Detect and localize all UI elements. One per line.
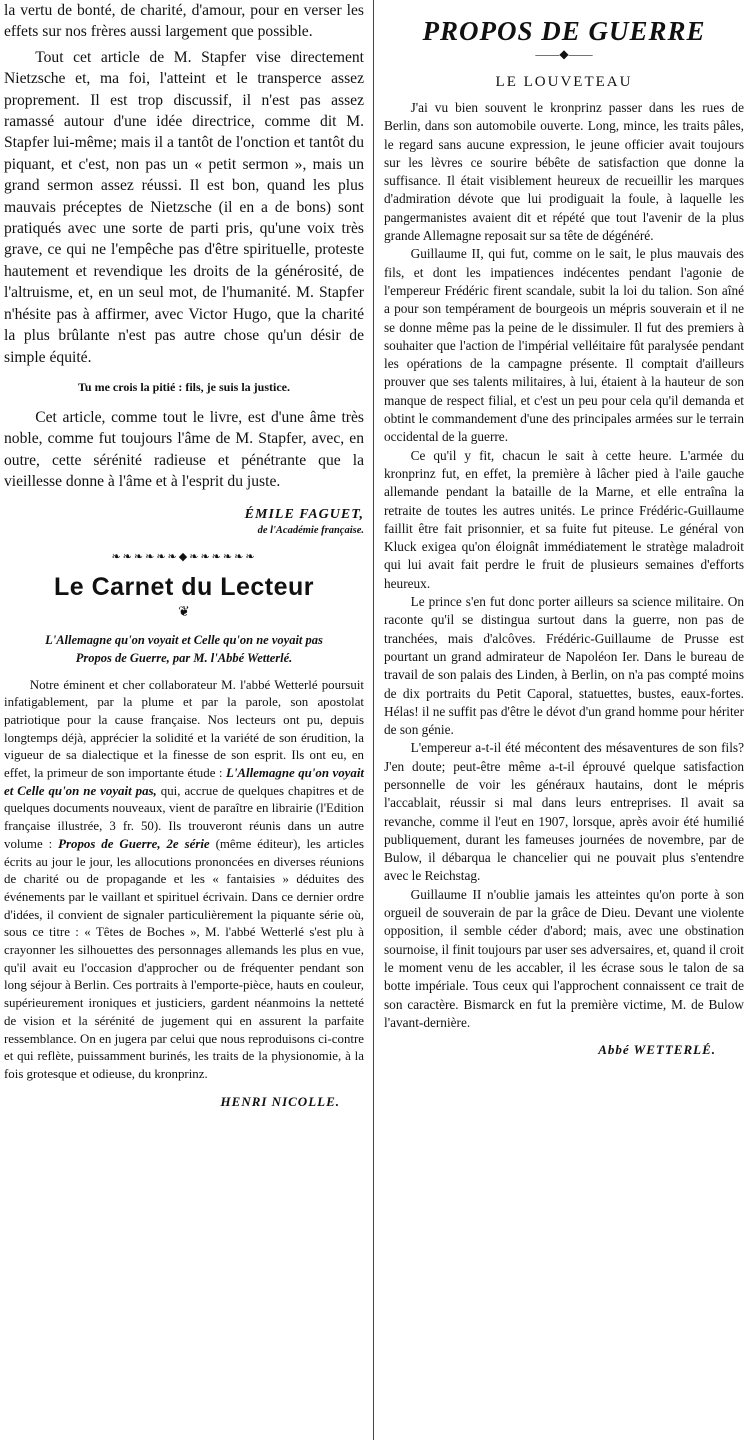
column-divider bbox=[373, 0, 374, 1440]
article-heading: PROPOS DE GUERRE bbox=[422, 16, 706, 46]
paragraph-stapfer: Tout cet article de M. Stapfer vise directement Nietzsche et, ma foi, l'atteint et le transperce assez proprement. Il est trop discussif, il n'est pas assez ramassé autour d'une idée directrice, comme dit M. Stapfer lui-même; mais il a tantôt de l'onction et tantôt du piquant, et c'est, non pas un « petit sermon », mais un grand sermon assez réussi. Il est bon, quand les plus mauvais préceptes de Nietzsche (il en a de bons) sont pratiqués avec une sorte de parti pris, qu'une voix très grave, ce qui ne l'empêche pas d'être spirituelle, proteste hautement et revendique les droits de la générosité, de l'altruisme, et, en un seul mot, de l'humanité. M. Stapfer n'hésite pas à affirmer, avec Victor Hugo, que la charité la plus brûlante n'est pas autre chose qu'un désir de simple équité. bbox=[4, 48, 364, 366]
article-paragraph: Le prince s'en fut donc porter ailleurs sa science militaire. On raconte qu'il se distingua surtout dans la guerre, non pas de tranchées, mais d'alcôves. Frédéric-Guillaume de Prusse est pourtant un grand admirateur de Napoléon Ier. Dans le bureau de travail de son palais des Linden, à Berlin, on n'a pas compté moins de dix portraits du Petit Caporal, statuettes, bustes, eaux-fortes. Hélas! il ne suffit pas d'être le dévot d'un grand homme pour hériter de son génie. bbox=[384, 594, 744, 738]
epigraph: Tu me crois la pitié : fils, je suis la justice. bbox=[78, 379, 290, 394]
article-paragraph: Ce qu'il y fit, chacun le sait à cette heure. L'armée du kronprinz fut, en effet, la première à lâcher pied à l'aile gauche allemande pendant la bataille de la Marne, et elle entraîna la retraite de toutes les autres unités. Le prince Frédéric-Guillaume faillit être fait prisonnier, et sa fuite fut piteuse. Le général von Kluck exigea qu'on éloignât immédiatement le stratège maladroit qui lui avait fait perdre le fruit de plusieurs semaines d'efforts heureux. bbox=[384, 447, 744, 591]
rubric-title: Le Carnet du Lecteur bbox=[53, 572, 315, 601]
article-paragraph: Guillaume II n'oublie jamais les atteintes qu'on porte à son orgueil de souverain de par la grâce de Dieu. Devant une violente opposition, il semble céder d'abord; mais, avec une obstination sournoise, il finit toujours par user ses adversaires, et, quand il croit le moment venu de les accabler, il les écrase sous le talon de sa botte impériale. Tous ceux qui l'approchent connaissent ce trait de son caractère. Bismarck en fut la première victime, M. de Bulow l'avant-dernière. bbox=[384, 886, 744, 1030]
book-title-line2: Propos de Guerre, par M. l'Abbé Wetterlé. bbox=[75, 650, 293, 665]
review-signature: HENRI NICOLLE. bbox=[220, 1093, 340, 1109]
paragraph-conclusion: Cet article, comme tout le livre, est d'une âme très noble, comme fut toujours l'âme de M. Stapfer, avec, en outre, cette sérénité radieuse et pénétrante que la vieillesse donne à l'âme et à l'esprit du juste. bbox=[4, 408, 364, 491]
author-affiliation: de l'Académie française. bbox=[257, 524, 364, 536]
left-column bbox=[4, 0, 364, 1110]
heading-ornament: ——◆—— bbox=[535, 47, 593, 61]
article-signature: Abbé WETTERLÉ. bbox=[598, 1042, 716, 1058]
article-paragraph: Guillaume II, qui fut, comme on le sait, le plus mauvais des fils, et dont les impatiences indécentes pendant l'agonie de l'empereur Frédéric firent scandale, subit la loi du talion. Son aîné a pour son tempérament de bourgeois un mépris souverain et il ne se donne même pas la peine de le dissimuler. Il fut des premiers à souhaiter que l'action de l'impérial velléitaire fût paralysée pendant les opérations de la campagne présente. Il comptait d'ailleurs prouver que ses talents militaires, à lui, étaient à la hauteur de son manque de respect filial, et c'est un peu pour cela qu'il demanda et obtint le commandement d'une des principales armées sur le terrain occidental de la guerre. bbox=[384, 246, 744, 445]
review-paragraph bbox=[4, 677, 364, 1084]
article-paragraph: L'empereur a-t-il été mécontent des mésaventures de son fils? J'en doute; peut-être même a-t-il éprouvé quelque satisfaction personnelle de voir les généraux hautains, dont le mépris l'accablait, réussir si mal dans leurs entreprises. Il avait sa revanche, comme il l'eut en 1907, lorsque, après avoir été humilié publiquement, durant les fameuses journées de novembre, par de Bulow, il débarqua le chancelier qui ne pouvait plus s'entendre avec le Reichstag. bbox=[384, 740, 744, 884]
article-subheading: LE LOUVETEAU bbox=[495, 74, 633, 90]
review-book-title: L'Allemagne qu'on voyait et Celle qu'on ne voyait pas, bbox=[4, 766, 364, 798]
rubric-ornament: ❦ bbox=[178, 604, 190, 620]
paragraph-continuation: la vertu de bonté, de charité, d'amour, pour en verser les effets sur nos frères aussi largement que possible. bbox=[4, 2, 364, 41]
article-paragraph: J'ai vu bien souvent le kronprinz passer dans les rues de Berlin, dans son automobile ouverte. Long, mince, les traits pâles, le regard sans aucune expression, le jeune officier avait toujours sur les lèvres ce sourire bébête de satisfaction que donne la suffisance. Il était visiblement heureux de recueillir les marques d'admiration dévote que lui prodiguait la foule, à laquelle les pangermanistes avaient dit et répété que tout l'avenir de la plus grande Allemagne reposait sur sa tête de dégénéré. bbox=[384, 100, 744, 244]
author-signature: ÉMILE FAGUET, bbox=[244, 506, 364, 522]
review-text-b: qui, accrue de quelques chapitres et de quelques documents nouveaux, vient de paraître en librairie (l'Edition française illustrée, 3 fr. 50). Ils trouveront réunis dans un autre volume : bbox=[4, 783, 365, 851]
book-title bbox=[4, 631, 364, 667]
section-ornament: ❧❧❧❧❧❧◆❧❧❧❧❧❧ bbox=[111, 550, 257, 563]
book-title-line1: L'Allemagne qu'on voyait et Celle qu'on ne voyait pas bbox=[45, 632, 323, 647]
review-text-c: (même éditeur), les articles écrits au jour le jour, les allocutions prononcées en diverses réunions de charité ou de propagande et les « fantaisies » déduites des événements par le vaillant et spirituel écrivain. Dans ce dernier ordre d'idées, il convient de signaler particulièrement la piquante série où, sous ce titre : « Têtes de Boches », M. l'abbé Wetterlé s'est plu à crayonner les silhouettes des personnages allemands les plus en vue, qu'il avait eu l'occasion d'approcher ou de fréquenter pendant son long séjour à Berlin. Ces portraits à l'emporte-pièce, hauts en couleur, supérieurement ironiques et justiciers, gardent néanmoins la netteté de vision et la sérénité de jugement qui en assurent la parfaite ressemblance. On en jugera par celui que nous reproduisons ci-contre et qui reflète, puissamment burinés, les traits de la physionomie, à la fois grotesque et odieuse, du kronprinz. bbox=[4, 836, 364, 1081]
review-text-a: Notre éminent et cher collaborateur M. l'abbé Wetterlé poursuit infatigablement, par la plume et par la parole, son apostolat patriotique pour la cause française. Nos lecteurs ont pu, depuis longtemps déjà, apprécier la solidité et la variété de son érudition, la vigueur de sa dialectique et la finesse de son esprit. Ils ont eu, en effet, la primeur de son importante étude : bbox=[4, 677, 364, 781]
right-column bbox=[384, 0, 744, 1058]
review-book-title-2: Propos de Guerre, 2e série bbox=[58, 836, 210, 851]
